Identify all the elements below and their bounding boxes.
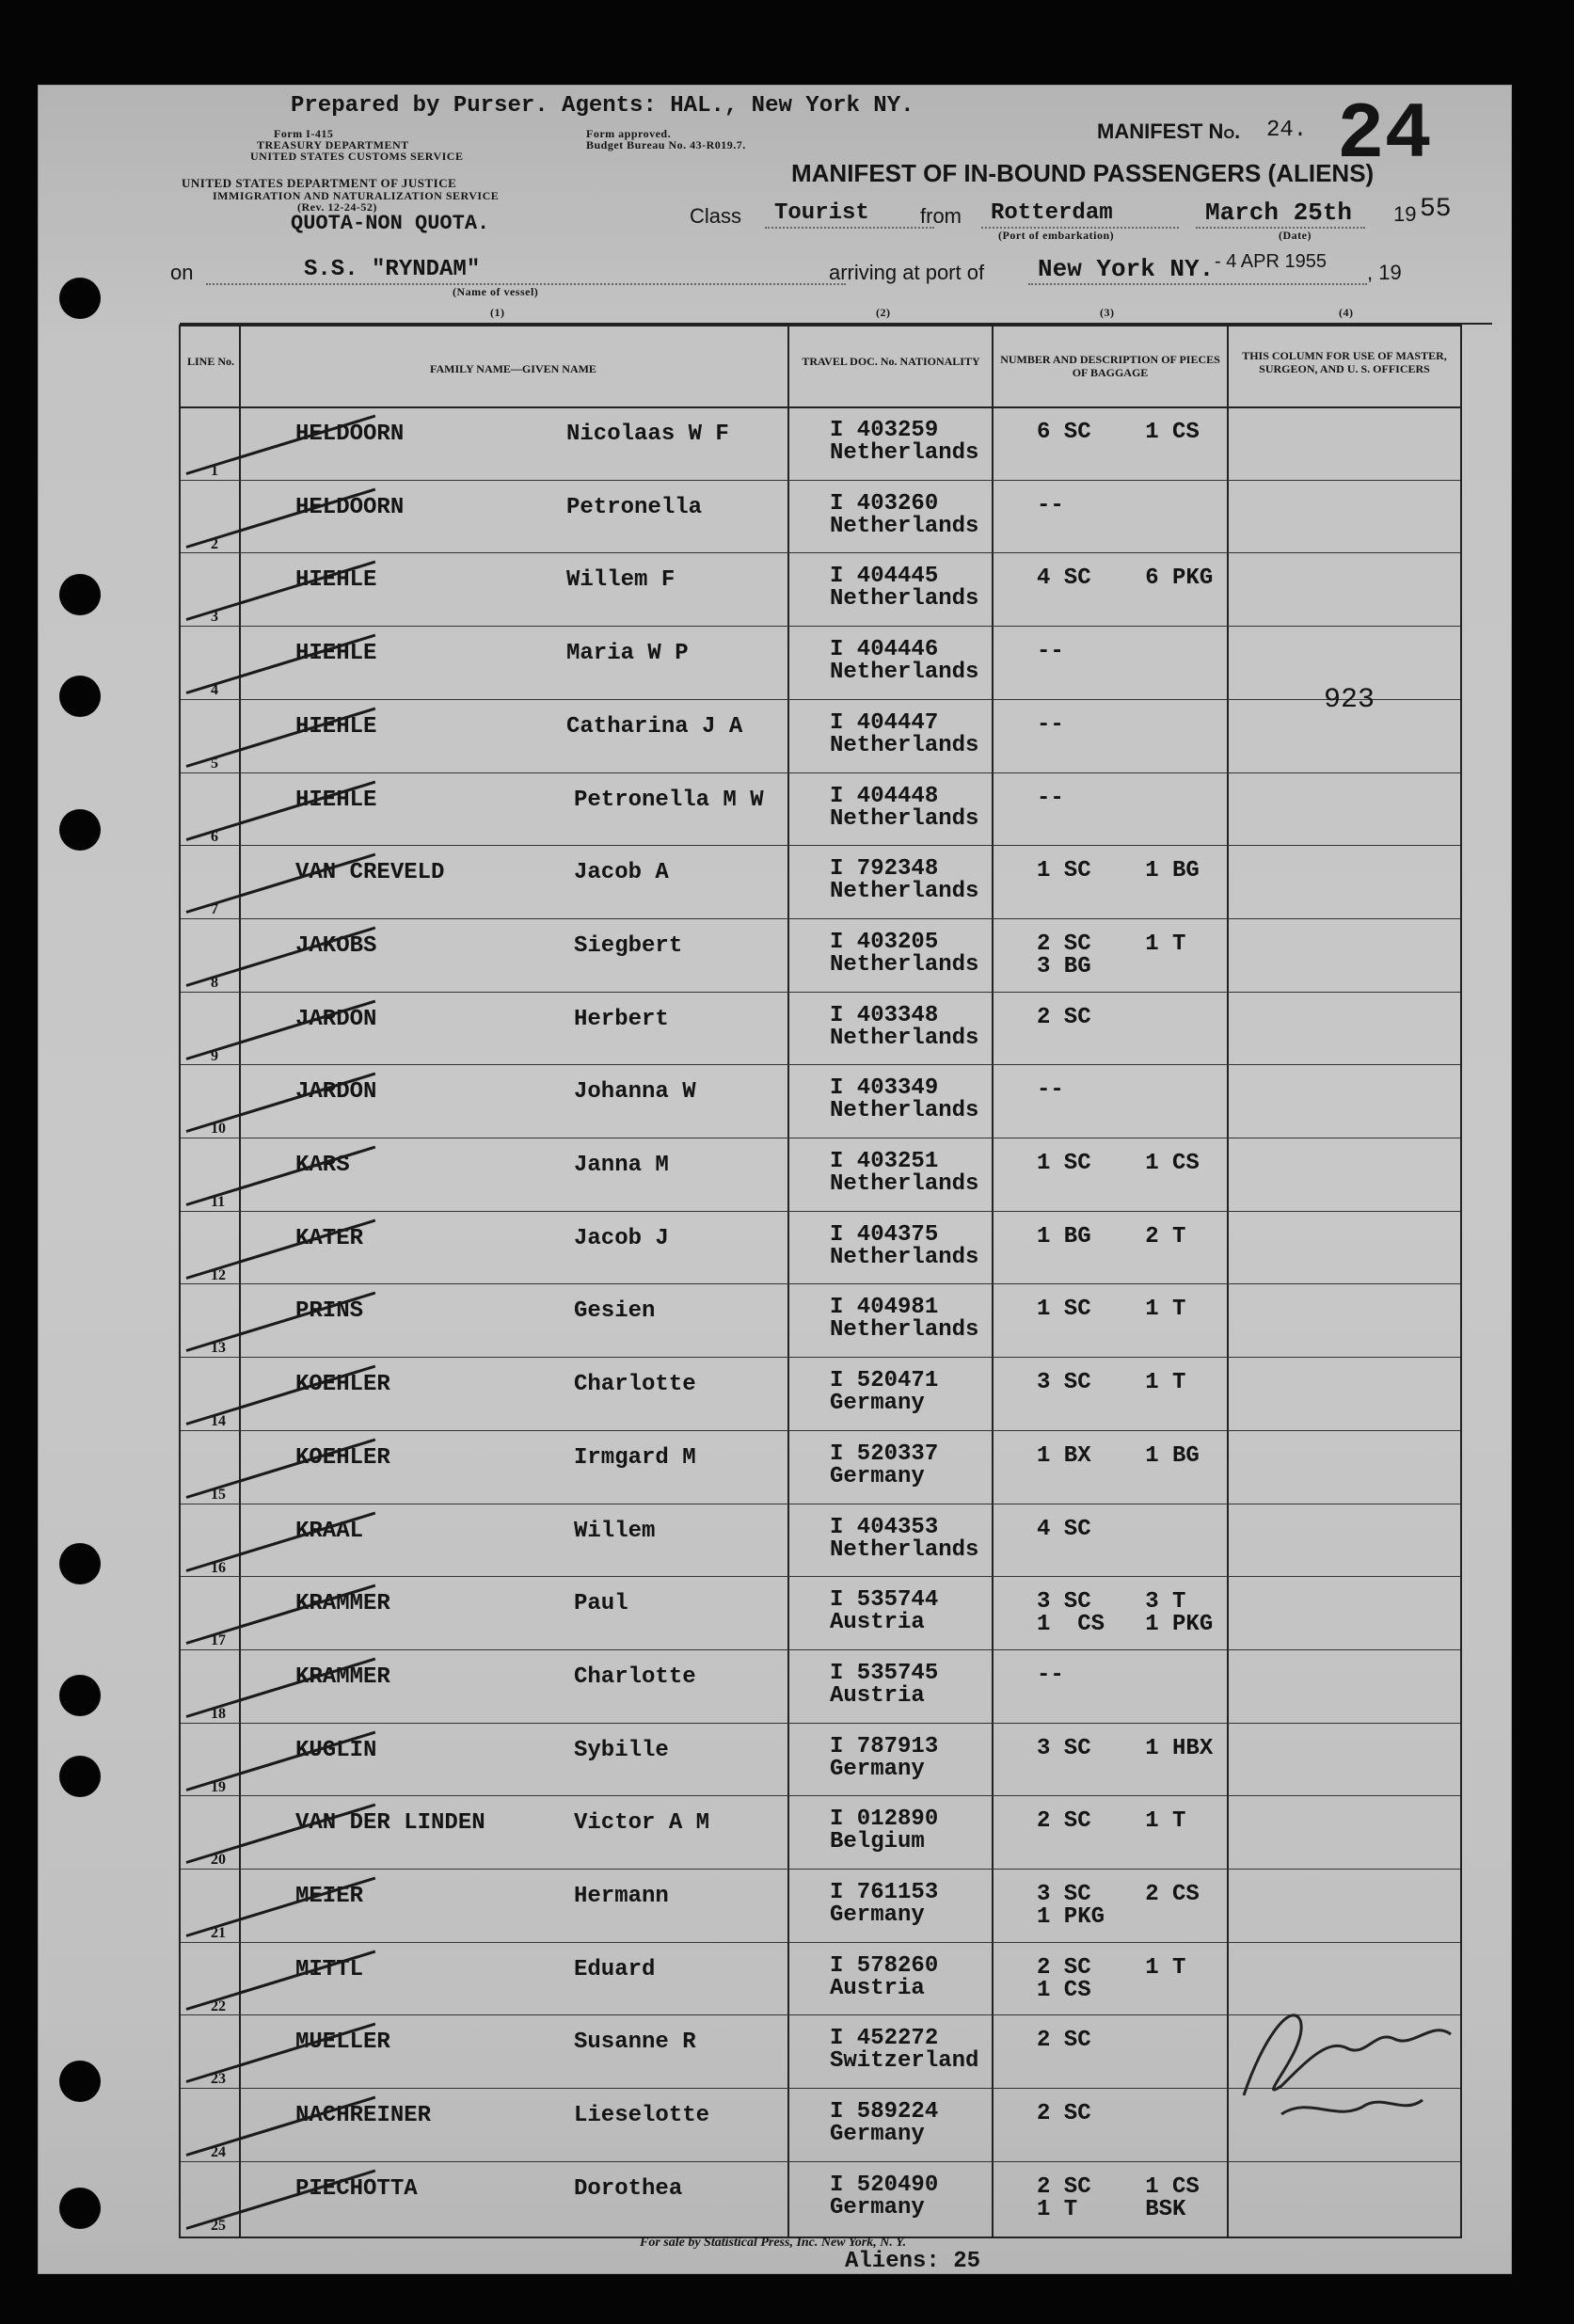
- baggage-line-1: 3 SC 3 T: [1037, 1589, 1186, 1616]
- family-name: VAN CREVELD: [295, 860, 445, 886]
- punch-hole: [59, 574, 101, 615]
- budget-bureau: Budget Bureau No. 43-R019.7.: [586, 138, 746, 151]
- aliens-total: Aliens: 25: [845, 2249, 981, 2274]
- manifest-number: 24.: [1266, 118, 1308, 143]
- baggage-line-1: --: [1037, 1662, 1064, 1688]
- travel-doc-number: I 403205: [830, 929, 939, 955]
- given-name: Charlotte: [574, 1372, 696, 1398]
- baggage-line-1: 1 BG 2 T: [1037, 1223, 1186, 1250]
- baggage-line-1: 6 SC 1 CS: [1037, 420, 1200, 445]
- date-caption: (Date): [1279, 229, 1312, 242]
- line-number: 11: [211, 1194, 226, 1210]
- nationality: Germany: [830, 1391, 925, 1417]
- given-name: Jacob A: [574, 860, 669, 886]
- travel-doc-number: I 403348: [830, 1002, 939, 1028]
- punch-hole: [59, 278, 101, 319]
- travel-doc-number: I 404375: [830, 1221, 939, 1248]
- baggage-line-2: 1 PKG: [1037, 1904, 1105, 1930]
- justice-label: UNITED STATES DEPARTMENT OF JUSTICE: [182, 176, 457, 190]
- family-name: KRAMMER: [295, 1663, 390, 1690]
- given-name: Herbert: [574, 1006, 669, 1032]
- year-suffix: 55: [1420, 195, 1452, 224]
- travel-doc-number: I 535745: [830, 1660, 939, 1686]
- col-num-3: (3): [1100, 306, 1115, 319]
- nationality: Netherlands: [830, 1536, 979, 1563]
- given-name: Janna M: [574, 1153, 669, 1178]
- nationality: Austria: [830, 1975, 925, 2001]
- travel-doc-number: I 403260: [830, 490, 939, 517]
- nationality: Netherlands: [830, 440, 979, 466]
- departure-date: March 25th: [1205, 199, 1353, 227]
- punch-hole: [59, 809, 101, 851]
- travel-doc-number: I 403259: [830, 418, 939, 443]
- line-number: 7: [211, 901, 218, 918]
- baggage-line-1: --: [1037, 1077, 1064, 1104]
- vessel-name: S.S. "RYNDAM": [304, 257, 481, 282]
- travel-doc-number: I 404446: [830, 637, 939, 663]
- class-value: Tourist: [774, 200, 869, 226]
- nationality: Netherlands: [830, 879, 979, 905]
- nationality: Germany: [830, 2194, 925, 2221]
- family-name: MUELLER: [295, 2030, 390, 2056]
- arrival-year: , 19: [1367, 261, 1402, 284]
- given-name: Victor A M: [574, 1810, 710, 1837]
- line-number: 4: [211, 682, 218, 699]
- given-name: Jacob J: [574, 1225, 669, 1251]
- line-number: 19: [211, 1778, 226, 1795]
- travel-doc-number: I 404448: [830, 783, 939, 809]
- header-travel-doc: TRAVEL DOC. No. NATIONALITY: [802, 355, 980, 368]
- travel-doc-number: I 403349: [830, 1075, 939, 1102]
- arrival-date-stamp: - 4 APR 1955: [1215, 251, 1327, 272]
- given-name: Lieselotte: [574, 2103, 710, 2129]
- baggage-line-1: 3 SC 1 T: [1037, 1370, 1186, 1396]
- customs-label: UNITED STATES CUSTOMS SERVICE: [250, 150, 464, 163]
- family-name: PRINS: [295, 1298, 364, 1325]
- nationality: Netherlands: [830, 805, 979, 832]
- nationality: Belgium: [830, 1829, 925, 1855]
- nationality: Netherlands: [830, 586, 979, 613]
- punch-hole: [59, 676, 101, 717]
- baggage-line-1: 3 SC 2 CS: [1037, 1882, 1200, 1907]
- given-name: Gesien: [574, 1298, 656, 1325]
- given-name: Nicolaas W F: [566, 422, 729, 447]
- family-name: VAN DER LINDEN: [295, 1810, 485, 1837]
- line-number: 18: [211, 1705, 226, 1722]
- family-name: HELDOORN: [295, 494, 405, 520]
- header-baggage: NUMBER AND DESCRIPTION OF PIECES OF BAGGAGE: [1000, 353, 1220, 379]
- nationality: Netherlands: [830, 513, 979, 539]
- punch-hole: [59, 1756, 101, 1797]
- given-name: Dorothea: [574, 2175, 683, 2202]
- given-name: Charlotte: [574, 1663, 696, 1690]
- given-name: Susanne R: [574, 2030, 696, 2056]
- family-name: JAKOBS: [295, 932, 377, 959]
- given-name: Siegbert: [574, 932, 683, 959]
- nationality: Netherlands: [830, 732, 979, 758]
- col-num-4: (4): [1339, 306, 1354, 319]
- line-number: 3: [211, 609, 218, 626]
- travel-doc-number: I 761153: [830, 1880, 939, 1905]
- punch-hole: [59, 1675, 101, 1716]
- baggage-line-2: 3 BG: [1037, 953, 1091, 979]
- baggage-line-1: 2 SC: [1037, 2028, 1091, 2054]
- given-name: Sybille: [574, 1737, 669, 1763]
- officer-signature: [1225, 1982, 1460, 2133]
- family-name: MITTL: [295, 1956, 364, 1982]
- travel-doc-number: I 578260: [830, 1952, 939, 1979]
- line-number: 15: [211, 1486, 226, 1503]
- given-name: Willem: [574, 1518, 656, 1544]
- travel-doc-number: I 452272: [830, 2026, 939, 2052]
- line-number: 10: [211, 1121, 226, 1138]
- line-number: 13: [211, 1340, 226, 1357]
- rev-label: (Rev. 12-24-52): [297, 200, 377, 214]
- baggage-line-1: 1 SC 1 CS: [1037, 1151, 1200, 1176]
- line-number: 21: [211, 1925, 226, 1941]
- travel-doc-number: I 520490: [830, 2172, 939, 2198]
- manifest-number-large: 24: [1337, 91, 1432, 181]
- travel-doc-number: I 404445: [830, 564, 939, 590]
- line-number: 12: [211, 1266, 226, 1283]
- baggage-line-1: 4 SC: [1037, 1516, 1091, 1542]
- header-line-no: LINE No.: [186, 355, 234, 368]
- travel-doc-number: I 535744: [830, 1587, 939, 1614]
- nationality: Netherlands: [830, 1025, 979, 1051]
- family-name: KARS: [295, 1153, 350, 1178]
- family-name: HIEHLE: [295, 641, 377, 667]
- line-number: 16: [211, 1559, 226, 1576]
- prepared-by-line: Prepared by Purser. Agents: HAL., New York NY.: [291, 93, 914, 119]
- travel-doc-number: I 404981: [830, 1295, 939, 1321]
- family-name: JARDON: [295, 1006, 377, 1032]
- form-approved: Form approved.: [586, 127, 672, 140]
- baggage-line-1: 2 SC: [1037, 1004, 1091, 1030]
- nationality: Netherlands: [830, 660, 979, 686]
- line-number: 1: [211, 463, 218, 479]
- family-name: HIEHLE: [295, 787, 377, 813]
- given-name: Eduard: [574, 1956, 656, 1982]
- line-number: 23: [211, 2071, 226, 2088]
- line-number: 24: [211, 2144, 226, 2161]
- baggage-line-1: 2 SC 1 T: [1037, 931, 1186, 957]
- punch-hole: [59, 2061, 101, 2102]
- nationality: Netherlands: [830, 1317, 979, 1344]
- line-number: 20: [211, 1852, 226, 1869]
- punch-hole: [59, 1543, 101, 1584]
- baggage-line-1: 4 SC 6 PKG: [1037, 565, 1214, 592]
- nationality: Netherlands: [830, 1098, 979, 1124]
- nationality: Austria: [830, 1682, 925, 1709]
- nationality: Switzerland: [830, 2048, 979, 2075]
- family-name: JARDON: [295, 1079, 377, 1106]
- class-label: Class: [690, 204, 742, 228]
- travel-doc-number: I 404447: [830, 709, 939, 736]
- given-name: Paul: [574, 1591, 628, 1617]
- family-name: HIEHLE: [295, 567, 377, 594]
- embarkation-port: Rotterdam: [991, 200, 1113, 226]
- family-name: HIEHLE: [295, 713, 377, 740]
- manifest-label: MANIFEST No.: [1097, 119, 1241, 143]
- header-officers-use: THIS COLUMN FOR USE OF MASTER, SURGEON, AND U. S. OFFICERS: [1242, 349, 1447, 375]
- family-name: KRAMMER: [295, 1591, 390, 1617]
- col-num-1: (1): [490, 306, 505, 319]
- family-name: KOEHLER: [295, 1372, 390, 1398]
- travel-doc-number: I 520337: [830, 1441, 939, 1467]
- nationality: Netherlands: [830, 1171, 979, 1197]
- printer-credit: For sale by Statistical Press, Inc. New York, N. Y.: [640, 2236, 907, 2250]
- travel-doc-number: I 792348: [830, 856, 939, 883]
- arriving-label: arriving at port of: [829, 261, 985, 284]
- line-number: 5: [211, 755, 218, 772]
- line-number: 25: [211, 2217, 226, 2234]
- baggage-line-1: 3 SC 1 HBX: [1037, 1735, 1214, 1761]
- given-name: Petronella M W: [574, 787, 764, 813]
- nationality: Germany: [830, 1463, 925, 1489]
- embarkation-caption: (Port of embarkation): [998, 229, 1115, 242]
- given-name: Maria W P: [566, 641, 689, 667]
- nationality: Netherlands: [830, 1244, 979, 1270]
- line-number: 6: [211, 828, 218, 845]
- nationality: Germany: [830, 2122, 925, 2148]
- baggage-line-2: 1 CS 1 PKG: [1037, 1612, 1214, 1638]
- travel-doc-number: I 589224: [830, 2099, 939, 2125]
- treasury-label: TREASURY DEPARTMENT: [257, 138, 409, 151]
- year-prefix: 19: [1393, 202, 1417, 226]
- given-name: Catharina J A: [566, 713, 743, 740]
- baggage-line-1: 1 BX 1 BG: [1037, 1442, 1200, 1469]
- on-label: on: [170, 261, 194, 284]
- annotation-923: 923: [1324, 684, 1375, 716]
- line-number: 17: [211, 1632, 226, 1649]
- header-name: FAMILY NAME—GIVEN NAME: [430, 362, 596, 375]
- passenger-table: [179, 325, 1462, 2238]
- given-name: Johanna W: [574, 1079, 696, 1106]
- vessel-caption: (Name of vessel): [453, 285, 539, 298]
- family-name: KOEHLER: [295, 1444, 390, 1471]
- given-name: Irmgard M: [574, 1444, 696, 1471]
- baggage-line-1: 2 SC 1 T: [1037, 1954, 1186, 1981]
- baggage-line-1: --: [1037, 785, 1064, 811]
- line-number: 22: [211, 1998, 226, 2014]
- line-number: 9: [211, 1047, 218, 1064]
- baggage-line-2: 1 T BSK: [1037, 2196, 1186, 2222]
- baggage-line-1: --: [1037, 492, 1064, 518]
- travel-doc-number: I 787913: [830, 1733, 939, 1759]
- nationality: Germany: [830, 1902, 925, 1928]
- arrival-port: New York NY.: [1038, 255, 1215, 283]
- from-label: from: [920, 204, 962, 228]
- baggage-line-1: 2 SC 1 T: [1037, 1808, 1186, 1835]
- col-num-2: (2): [876, 306, 891, 319]
- baggage-line-1: 2 SC: [1037, 2101, 1091, 2127]
- nationality: Netherlands: [830, 951, 979, 978]
- family-name: PIECHOTTA: [295, 2175, 418, 2202]
- nationality: Germany: [830, 1756, 925, 1782]
- travel-doc-number: I 404353: [830, 1514, 939, 1540]
- given-name: Petronella: [566, 494, 703, 520]
- baggage-line-1: 2 SC 1 CS: [1037, 2173, 1200, 2200]
- travel-doc-number: I 520471: [830, 1368, 939, 1394]
- baggage-line-2: 1 CS: [1037, 1977, 1091, 2003]
- line-number: 2: [211, 535, 218, 552]
- quota-label: QUOTA-NON QUOTA.: [291, 212, 490, 235]
- family-name: KUGLIN: [295, 1737, 377, 1763]
- family-name: MEIER: [295, 1884, 364, 1909]
- travel-doc-number: I 012890: [830, 1807, 939, 1833]
- family-name: NACHREINER: [295, 2103, 432, 2129]
- manifest-title: MANIFEST OF IN-BOUND PASSENGERS (ALIENS): [791, 159, 1375, 187]
- baggage-line-1: --: [1037, 639, 1064, 665]
- family-name: KATER: [295, 1225, 364, 1251]
- line-number: 8: [211, 974, 218, 991]
- baggage-line-1: --: [1037, 711, 1064, 738]
- given-name: Hermann: [574, 1884, 669, 1909]
- given-name: Willem F: [566, 567, 676, 594]
- family-name: KRAAL: [295, 1518, 364, 1544]
- line-number: 14: [211, 1413, 226, 1430]
- family-name: HELDOORN: [295, 422, 405, 447]
- ins-label: IMMIGRATION AND NATURALIZATION SERVICE: [213, 189, 500, 202]
- baggage-line-1: 1 SC 1 BG: [1037, 858, 1200, 884]
- travel-doc-number: I 403251: [830, 1149, 939, 1174]
- baggage-line-1: 1 SC 1 T: [1037, 1297, 1186, 1323]
- form-number: Form I-415: [274, 127, 334, 140]
- nationality: Austria: [830, 1610, 925, 1636]
- punch-hole: [59, 2188, 101, 2229]
